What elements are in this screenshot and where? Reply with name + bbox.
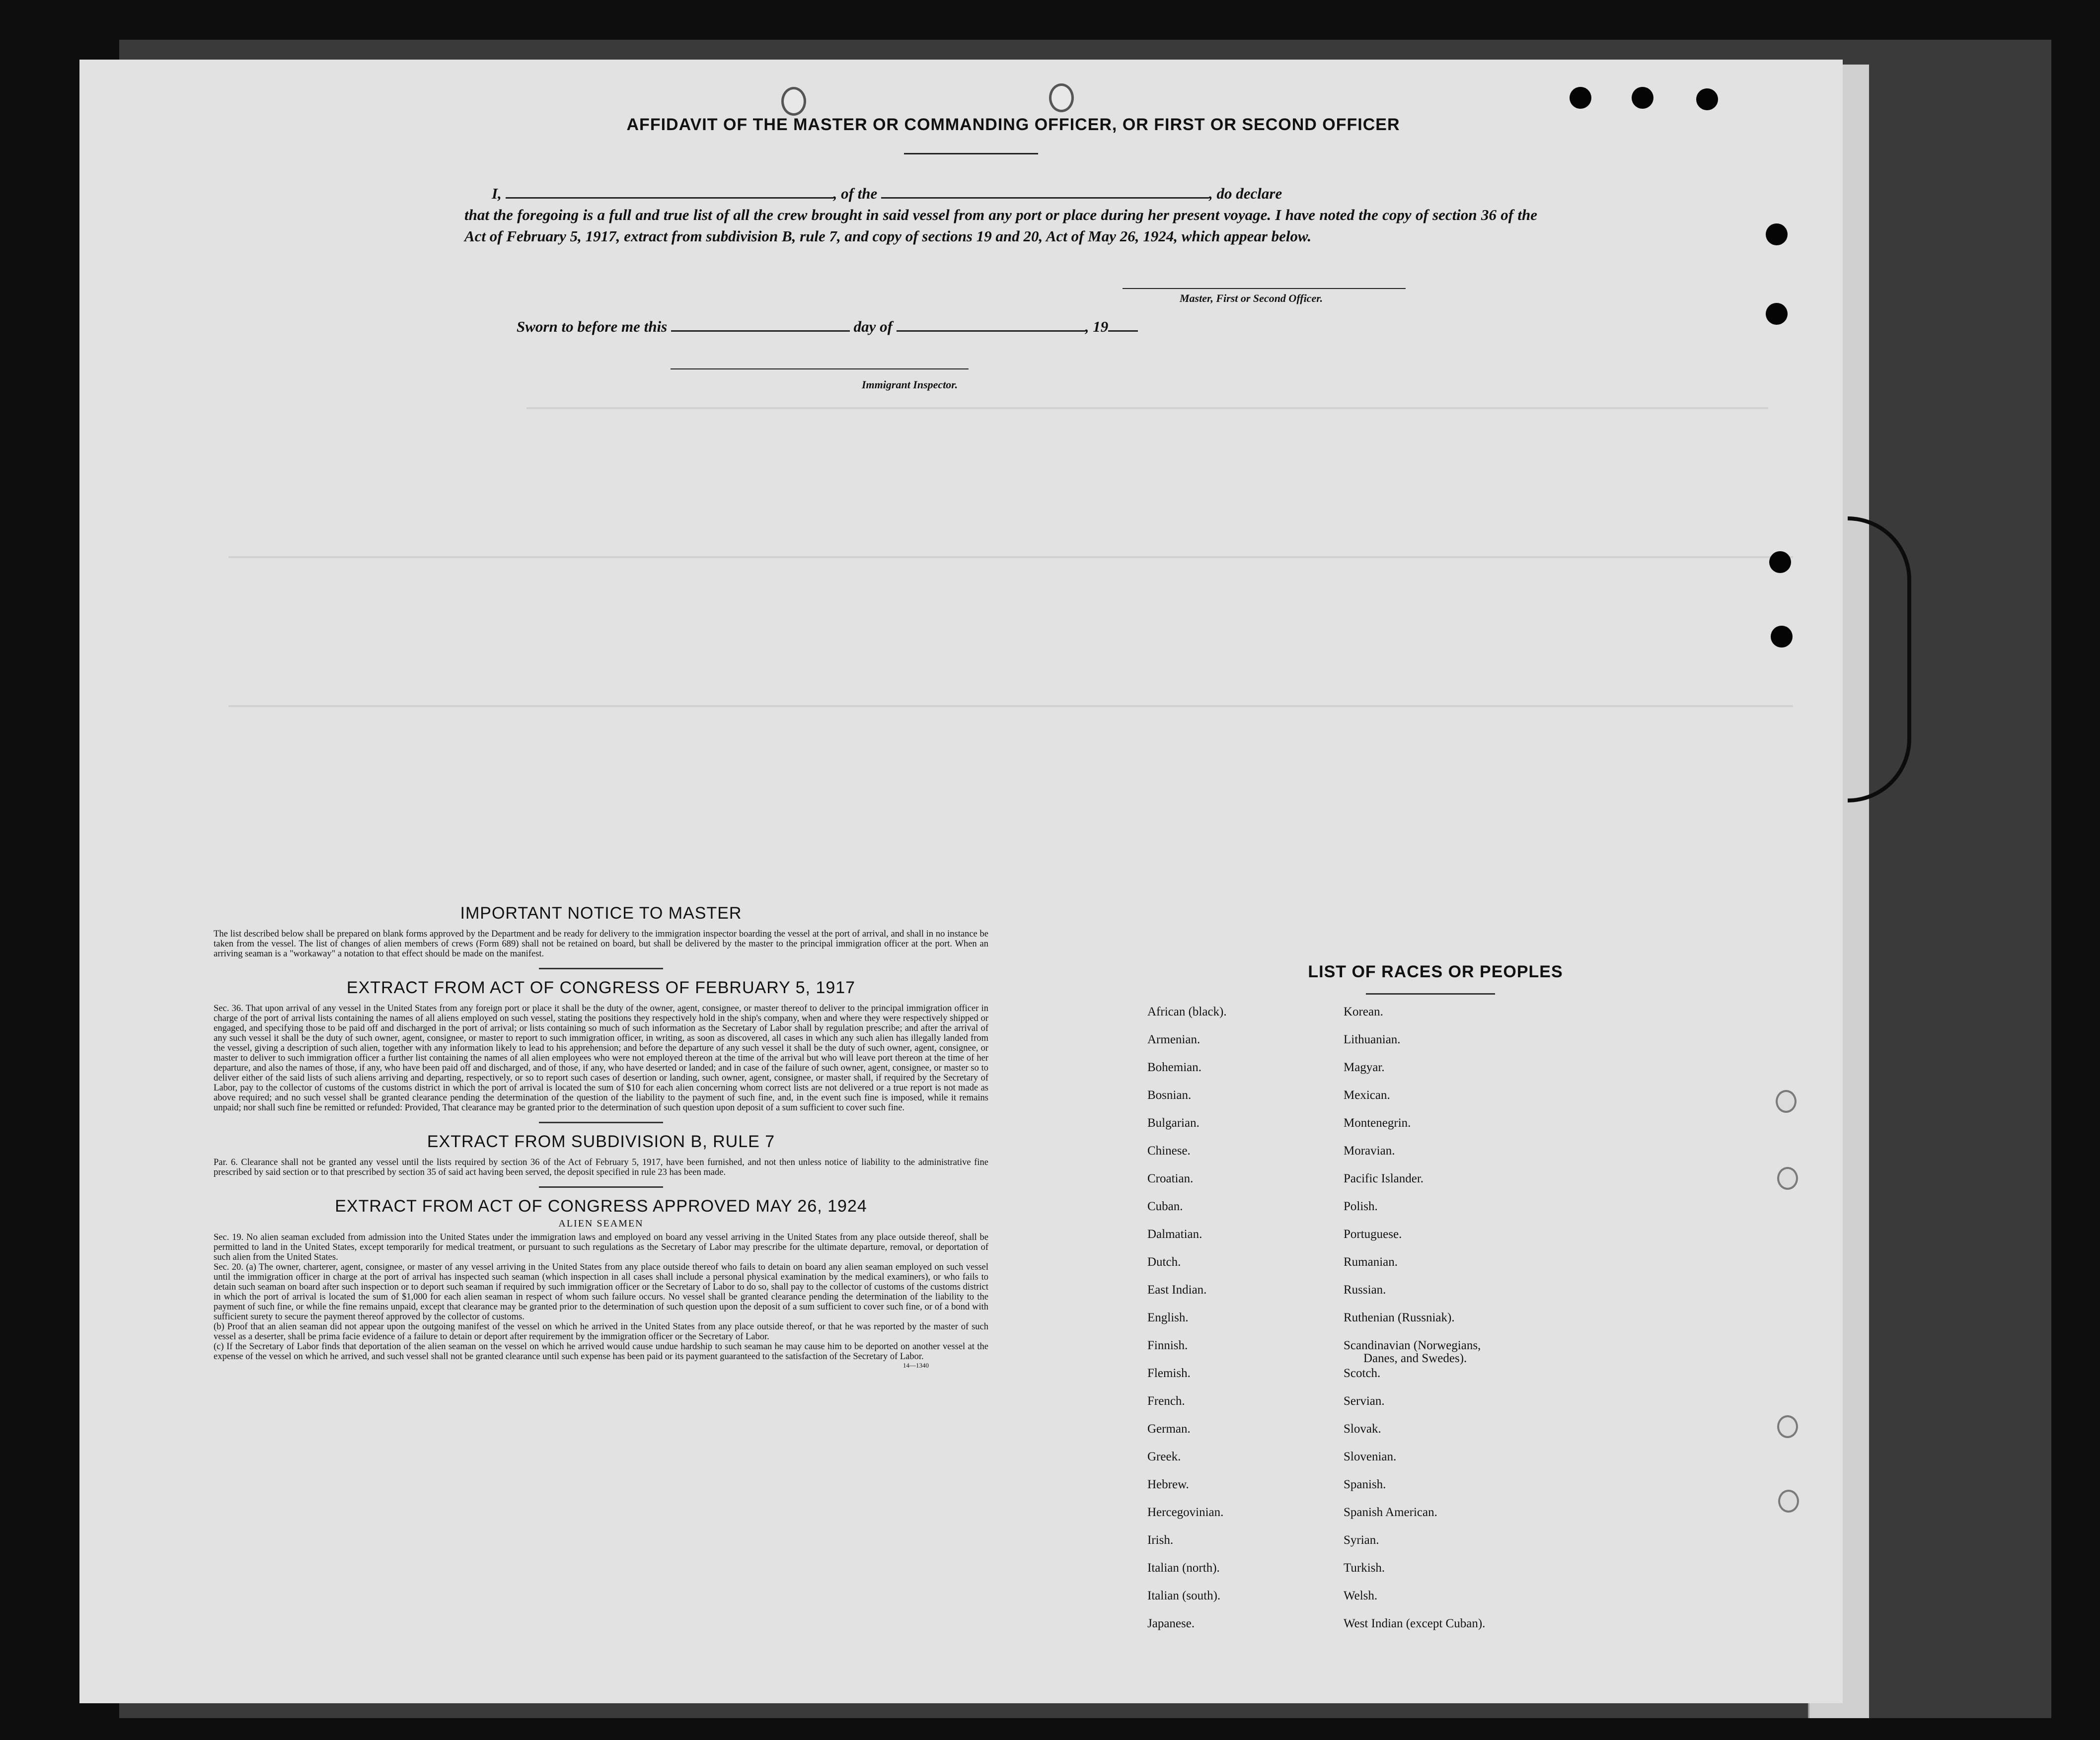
race-item (1344, 1089, 1485, 1117)
sworn-day-blank (671, 330, 850, 332)
race-item (1147, 1590, 1227, 1617)
race-item (1344, 1284, 1485, 1311)
binder-ring-hole (781, 87, 806, 116)
race-item (1147, 1089, 1227, 1117)
race-label: Syrian. (1344, 1533, 1379, 1547)
race-label: Montenegrin. (1344, 1116, 1411, 1130)
race-label: West Indian (except Cuban). (1344, 1617, 1486, 1630)
punch-hole (1696, 88, 1718, 110)
form-number: 14—1340 (903, 1362, 929, 1369)
sworn-line (517, 318, 1138, 336)
section-divider (539, 1186, 663, 1188)
inspector-label: Immigrant Inspector. (862, 378, 958, 391)
race-item (1344, 1200, 1485, 1228)
race-item (1344, 1478, 1485, 1506)
sworn-day-label: day of (853, 318, 893, 335)
race-item (1344, 1590, 1485, 1617)
race-label: Ruthenian (Russniak). (1344, 1311, 1455, 1324)
affidavit-declaration-line (492, 183, 1535, 204)
race-label: Rumanian. (1344, 1255, 1398, 1269)
bleed-through-line (526, 407, 1768, 409)
race-label: French. (1147, 1394, 1185, 1408)
race-label: Scotch. (1344, 1367, 1381, 1380)
race-label: Japanese. (1147, 1617, 1195, 1630)
punch-hole (1771, 626, 1793, 648)
race-label: Portuguese. (1344, 1228, 1402, 1241)
affidavit-title: AFFIDAVIT OF THE MASTER OR COMMANDING OFFICER, OR FIRST OR SECOND OFFICER (626, 115, 1400, 134)
punch-hole (1632, 87, 1653, 109)
master-signature-line (1123, 288, 1406, 289)
affidavit-title-rule (904, 153, 1038, 154)
race-label: Flemish. (1147, 1367, 1191, 1380)
fastener-hole (1777, 1415, 1798, 1438)
race-label: Hercegovinian. (1147, 1506, 1224, 1519)
notice-text: The list described below shall be prepared on blank forms approved by the Department and be ready for delivery to the immigration inspector boarding the vessel at the port of arrival, and shall in no instance be taken from the vessel. The list of changes of alien members of crews (Form 689) shall not be retained on board, but shall be delivered by the master to the principal immigration officer at the port. When an arriving seaman is a "workaway" a notation to that effect should be made on the manifest. (214, 929, 988, 959)
race-label: African (black). (1147, 1005, 1227, 1018)
race-label: Moravian. (1344, 1144, 1395, 1158)
race-label: East Indian. (1147, 1283, 1207, 1297)
races-title-rule (1366, 993, 1495, 995)
notice-column (214, 904, 988, 1370)
master-signature-label: Master, First or Second Officer. (1180, 292, 1323, 304)
race-item (1344, 1311, 1485, 1339)
section-divider (539, 968, 663, 969)
alien-seamen-subtitle: ALIEN SEAMEN (558, 1218, 644, 1229)
race-item (1147, 1061, 1227, 1089)
document-page (79, 60, 1843, 1703)
race-item (1344, 1395, 1485, 1423)
race-label: Bosnian. (1147, 1088, 1192, 1102)
race-label: Finnish. (1147, 1339, 1188, 1352)
extract-1924-title: EXTRACT FROM ACT OF CONGRESS APPROVED MAY 26, 1924 (335, 1197, 867, 1216)
race-item (1344, 1617, 1485, 1645)
affidavit-of-the-label: , of the (833, 185, 878, 202)
race-item (1147, 1284, 1227, 1311)
race-item (1344, 1339, 1485, 1367)
race-label: Bulgarian. (1147, 1116, 1200, 1130)
race-item (1147, 1450, 1227, 1478)
race-item (1344, 1117, 1485, 1145)
race-label: Pacific Islander. (1344, 1172, 1424, 1185)
extract-1917-text: Sec. 36. That upon arrival of any vessel in the United States from any foreign port or place it shall be the duty of the owner, agent, consignee, or master thereof to deliver to the principal immigration officer in charge of the port of arrival lists containing the names of all aliens employed on such vessel, stating the positions they respectively hold in the ship's company, when and where they were respectively shipped or engaged, and specifying those to be paid off and discharged in the port of arrival; or lists containing so much of such information as the Secretary of Labor shall by regulation prescribe; and after the arrival of any such vessel it shall be the duty of such owner, agent, consignee, or master to report to such immigration officer, in writing, as soon as discovered, all cases in which any such alien has illegally landed from the vessel, giving a description of such alien, together with any information likely to lead to his apprehension; and before the departure of any such vessel it shall be the duty of such owner, agent, consignee, or master to deliver to such immigration officer a further list containing the names of all alien employees who were not employed thereon at the time of the arrival but who will leave port thereon at the time of her departure, and also the names of those, if any, who have been paid off and discharged, and of those, if any, who have deserted or landed; and in case of the failure of such owner, agent, consignee, or master so to deliver either of the said lists of such aliens arriving and departing, respectively, or so to report such cases of desertion or landing, such owner, agent, consignee, or master shall, if required by the Secretary of Labor, pay to the collector of customs of the customs district in which the port of arrival is located the sum of $10 for each alien concerning whom correct lists are not delivered or a true report is not made as above required; and no such vessel shall be granted clearance pending the determination of the question of the liability to the payment of such fine, and, in the event such fine is imposed, while it remains unpaid; nor shall such fine be remitted or refunded: Provided, That clearance may be granted prior to the determination of such question upon deposit of a sum sufficient to cover such fine. (214, 1004, 988, 1113)
race-item (1147, 1367, 1227, 1395)
race-label: Servian. (1344, 1394, 1385, 1408)
race-label: Scandinavian (Norwegians, (1344, 1339, 1481, 1352)
sworn-month-blank (897, 330, 1085, 332)
race-label: Armenian. (1147, 1033, 1200, 1046)
binding-cord (1848, 516, 1911, 802)
race-item (1344, 1562, 1485, 1590)
race-label: Chinese. (1147, 1144, 1191, 1158)
punch-hole (1766, 303, 1788, 325)
race-item (1147, 1506, 1227, 1534)
races-right-column (1344, 1006, 1485, 1645)
race-label: Lithuanian. (1344, 1033, 1401, 1046)
race-item (1344, 1367, 1485, 1395)
extract-1917-title: EXTRACT FROM ACT OF CONGRESS OF FEBRUARY 5, 1917 (346, 978, 856, 997)
inspector-signature-line (671, 368, 969, 369)
race-label: English. (1147, 1311, 1189, 1324)
race-label: Russian. (1344, 1283, 1386, 1297)
race-label-continuation: Danes, and Swedes). (1363, 1352, 1467, 1365)
race-item (1147, 1339, 1227, 1367)
punch-hole (1766, 223, 1788, 245)
race-item (1147, 1562, 1227, 1590)
race-label: Polish. (1344, 1200, 1378, 1213)
race-item (1344, 1006, 1485, 1033)
race-label: Magyar. (1344, 1061, 1385, 1074)
race-label: Slovak. (1344, 1422, 1381, 1436)
race-label: Spanish. (1344, 1478, 1386, 1491)
fastener-hole (1777, 1167, 1798, 1190)
race-item (1344, 1145, 1485, 1172)
race-item (1147, 1006, 1227, 1033)
section-divider (539, 1122, 663, 1123)
race-item (1344, 1033, 1485, 1061)
bleed-through-line (228, 705, 1793, 707)
race-label: Cuban. (1147, 1200, 1183, 1213)
race-item (1147, 1033, 1227, 1061)
race-label: Greek. (1147, 1450, 1181, 1463)
race-item (1344, 1061, 1485, 1089)
race-item (1344, 1256, 1485, 1284)
race-label: German. (1147, 1422, 1191, 1436)
race-item (1344, 1172, 1485, 1200)
race-label: Dutch. (1147, 1255, 1181, 1269)
race-item (1147, 1478, 1227, 1506)
race-item (1147, 1228, 1227, 1256)
extract-1924-sec20c: (c) If the Secretary of Labor finds that deportation of the alien seaman on the vessel on which he arrived would cause undue hardship to such seaman he may cause him to be deported on another vessel at the expense of the vessel on which he arrived, and such vessel shall not be granted clearance until such expense has been paid or its payment guaranteed to the satisfaction of the Secretary of Labor. (214, 1342, 988, 1362)
race-item (1147, 1145, 1227, 1172)
sworn-prefix: Sworn to before me this (517, 318, 668, 335)
race-item (1147, 1311, 1227, 1339)
races-left-column (1147, 1006, 1227, 1645)
sworn-year-blank (1108, 330, 1138, 332)
race-item (1344, 1534, 1485, 1562)
affidavit-body: that the foregoing is a full and true list of all the crew brought in said vessel from any port or place during her present voyage. I have noted the copy of section 36 of the Act of February 5, 1917, extract from subdivision B, rule 7, and copy of sections 19 and 20, Act of May 26, 1924, which appear below. (464, 206, 1537, 245)
affidavit-i-label: I, (492, 185, 502, 202)
race-item (1344, 1506, 1485, 1534)
race-label: Italian (south). (1147, 1589, 1221, 1602)
binder-ring-hole (1049, 83, 1074, 112)
race-label: Mexican. (1344, 1088, 1390, 1102)
race-label: Welsh. (1344, 1589, 1378, 1602)
extract-rule7-title: EXTRACT FROM SUBDIVISION B, RULE 7 (427, 1132, 775, 1151)
race-label: Spanish American. (1344, 1506, 1437, 1519)
race-item (1147, 1172, 1227, 1200)
race-item (1147, 1395, 1227, 1423)
notice-title: IMPORTANT NOTICE TO MASTER (460, 904, 742, 923)
affidavit-declare-label: , do declare (1209, 185, 1282, 202)
name-blank (506, 197, 833, 199)
race-item (1147, 1534, 1227, 1562)
race-label: Hebrew. (1147, 1478, 1189, 1491)
fastener-hole (1778, 1490, 1799, 1513)
races-title: LIST OF RACES OR PEOPLES (1308, 962, 1563, 981)
punch-hole (1769, 551, 1791, 573)
vessel-blank (881, 197, 1209, 199)
race-label: Italian (north). (1147, 1561, 1220, 1575)
extract-1924-sec19: Sec. 19. No alien seaman excluded from admission into the United States under the immigration laws and employed on board any vessel arriving in the United States from any place outside thereof, shall be permitted to land in the United States, except temporarily for medical treatment, or pursuant to such regulations as the Secretary of Labor may prescribe for the ultimate departure, removal, or deportation of such alien from the United States. (214, 1232, 988, 1262)
extract-rule7-text: Par. 6. Clearance shall not be granted any vessel until the lists required by section 36 of the Act of February 5, 1917, have been furnished, and not then unless notice of liability to the administrative fine prescribed by said section or to that prescribed by section 35 of said act having been served, the deposit specified in rule 23 has been made. (214, 1158, 988, 1177)
race-label: Irish. (1147, 1533, 1174, 1547)
race-label: Dalmatian. (1147, 1228, 1202, 1241)
extract-1924-sec20a: Sec. 20. (a) The owner, charterer, agent, consignee, or master of any vessel arriving in the United States from any place outside thereof who fails to detain on board any alien seaman employed on such vessel until the immigration officer in charge at the port of arrival has inspected such seaman (which inspection in all cases shall include a personal physical examination by the medical examiners), or who fails to detain such seaman on board after such inspection or to deport such seaman if required by such immigration officer or the Secretary of Labor to do so, shall pay to the collector of customs of the customs district in which the port of arrival is located the sum of $1,000 for each alien seaman in respect of whom such failure occurs. No vessel shall be granted clearance pending the determination of the liability to the payment of such fine, or while the fine remains unpaid, except that clearance may be granted prior to the determination of such question upon the deposit of a sum sufficient to cover such fine, or of a bond with sufficient surety to secure the payment thereof approved by the collector of customs. (214, 1262, 988, 1322)
race-item (1344, 1228, 1485, 1256)
race-item (1147, 1117, 1227, 1145)
race-label: Turkish. (1344, 1561, 1385, 1575)
punch-hole (1570, 87, 1591, 109)
fastener-hole (1776, 1090, 1797, 1113)
race-item (1147, 1617, 1227, 1645)
race-item (1344, 1423, 1485, 1450)
race-label: Croatian. (1147, 1172, 1194, 1185)
sworn-year-label: , 19 (1085, 318, 1109, 335)
race-label: Korean. (1344, 1005, 1383, 1018)
bleed-through-line (228, 556, 1793, 558)
race-item (1147, 1256, 1227, 1284)
extract-1924-sec20b: (b) Proof that an alien seaman did not appear upon the outgoing manifest of the vessel on which he arrived in the United States from any place outside thereof, or that he was reported by the master of such vessel as a deserter, shall be prima facie evidence of a failure to detain or deport after requirement by the immigration officer or the Secretary of Labor. (214, 1322, 988, 1342)
race-label: Slovenian. (1344, 1450, 1397, 1463)
race-item (1147, 1200, 1227, 1228)
race-item (1147, 1423, 1227, 1450)
race-item (1344, 1450, 1485, 1478)
race-label: Bohemian. (1147, 1061, 1202, 1074)
